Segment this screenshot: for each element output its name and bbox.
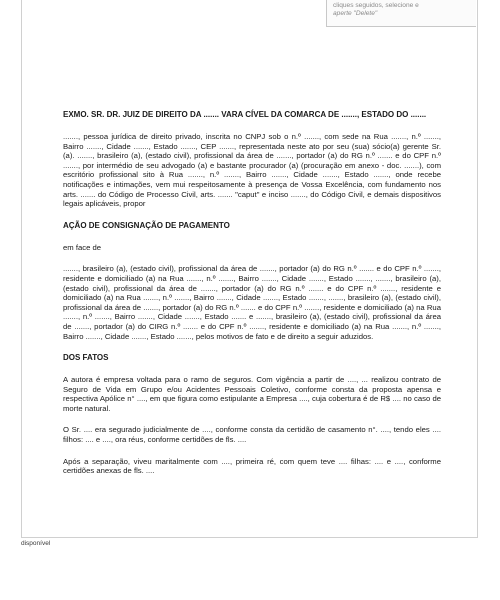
facts-paragraph-2: O Sr. .... era segurado judicialmente de ...., conforme consta da certidão de casamento n°. ...., tendo eles .... filhos: .... e ...., ora réus, conforme certidões de fls. .... xyxy=(63,425,441,445)
defendants-qualification-paragraph: ......., brasileiro (a), (estado civil), profissional da área de ......., portador (a) do RG n.º ....... e do CPF n.º ......., residente e domiciliado (a) na Rua ......., n.º ......., Bairro ......., Cidade ......., Estado ......., ......., brasileiro (a), (estado civil), profissional da área de ......., portador (a) do RG n.º ....... e do CPF n.º ......., residente e domiciliado (a) na Rua ......., n.º ......., Bairro ......., Cidade ......., Estado ......., ......., brasileiro (a), (estado civil), profissional da área de ......., portador (a) do RG n.º ....... e do CPF n.º ......., residente e domiciliado (a) na Rua ......., n.º ......., Bairro ......., Cidade ......., Estado ....... e ......., brasileiro (a), (estado civil), profissional da área de ......., portador (a) do CIRG n.º ....... e do CPF n.º ......., residente e domiciliado (a) na Rua ......., n.º ......., Bairro ......., Cidade ......., Estado ......., pelos motivos de fato e de direito a seguir aduzidos. xyxy=(63,264,441,341)
facts-heading: DOS FATOS xyxy=(63,353,109,363)
facts-paragraph-1: A autora é empresa voltada para o ramo de seguros. Com vigência a partir de ...., ... realizou contrato de Seguro de Vida em Grupo e/ou Acidentes Pessoais Coletivo, conforme consta da proposta apensa e respectiva Apólice n° ...., em que figura como estipulante a Empresa ...., cuja cobertura é de R$ .... no caso de morte natural. xyxy=(63,375,441,413)
footer-status-text: disponível xyxy=(21,540,51,547)
comment-line-1: cliques seguidos, selecione e xyxy=(333,2,419,9)
court-address-heading: EXMO. SR. DR. JUIZ DE DIREITO DA ....... VARA CÍVEL DA COMARCA DE ......., ESTADO DO ....... xyxy=(63,110,427,119)
facts-paragraph-3: Após a separação, viveu maritalmente com ...., primeira ré, com quem teve .... filhas: .... e ...., conforme certidões anexas de fls. .... xyxy=(63,456,441,476)
comment-balloon[interactable] xyxy=(326,0,476,27)
plaintiff-qualification-paragraph: ......., pessoa jurídica de direito privado, inscrita no CNPJ sob o n.º ......., com sede na Rua ......., n.º ......., Bairro ......., Cidade ......., Estado ......., CEP ......., representada neste ato por seu (sua) sócio(a) gerente Sr. (a). ......., brasileiro (a), (estado civil), profissional da área de ......., portador (a) do RG n.º ....... e do CPF n.º ......., por intermédio de seu advogado (a) e bastante procurador (a) (procuração em anexo - doc. .......), com escritório profissional sito à Rua ......., n.º ......., Bairro ......., Cidade ......., Estado ......., onde recebe notificações e intimações, vem mui respeitosamente à presença de Vossa Excelência, com fundamento nos arts. ....... do Código de Processo Civil, arts. ....... "caput" e inciso ......., do Código Civil, e demais dispositivos legais aplicáveis, propor xyxy=(63,132,441,209)
em-face-de-paragraph: em face de xyxy=(63,242,102,252)
action-title-heading: AÇÃO DE CONSIGNAÇÃO DE PAGAMENTO xyxy=(63,220,230,230)
document-body xyxy=(63,110,441,476)
comment-line-2: aperte "Delete" xyxy=(333,10,378,17)
